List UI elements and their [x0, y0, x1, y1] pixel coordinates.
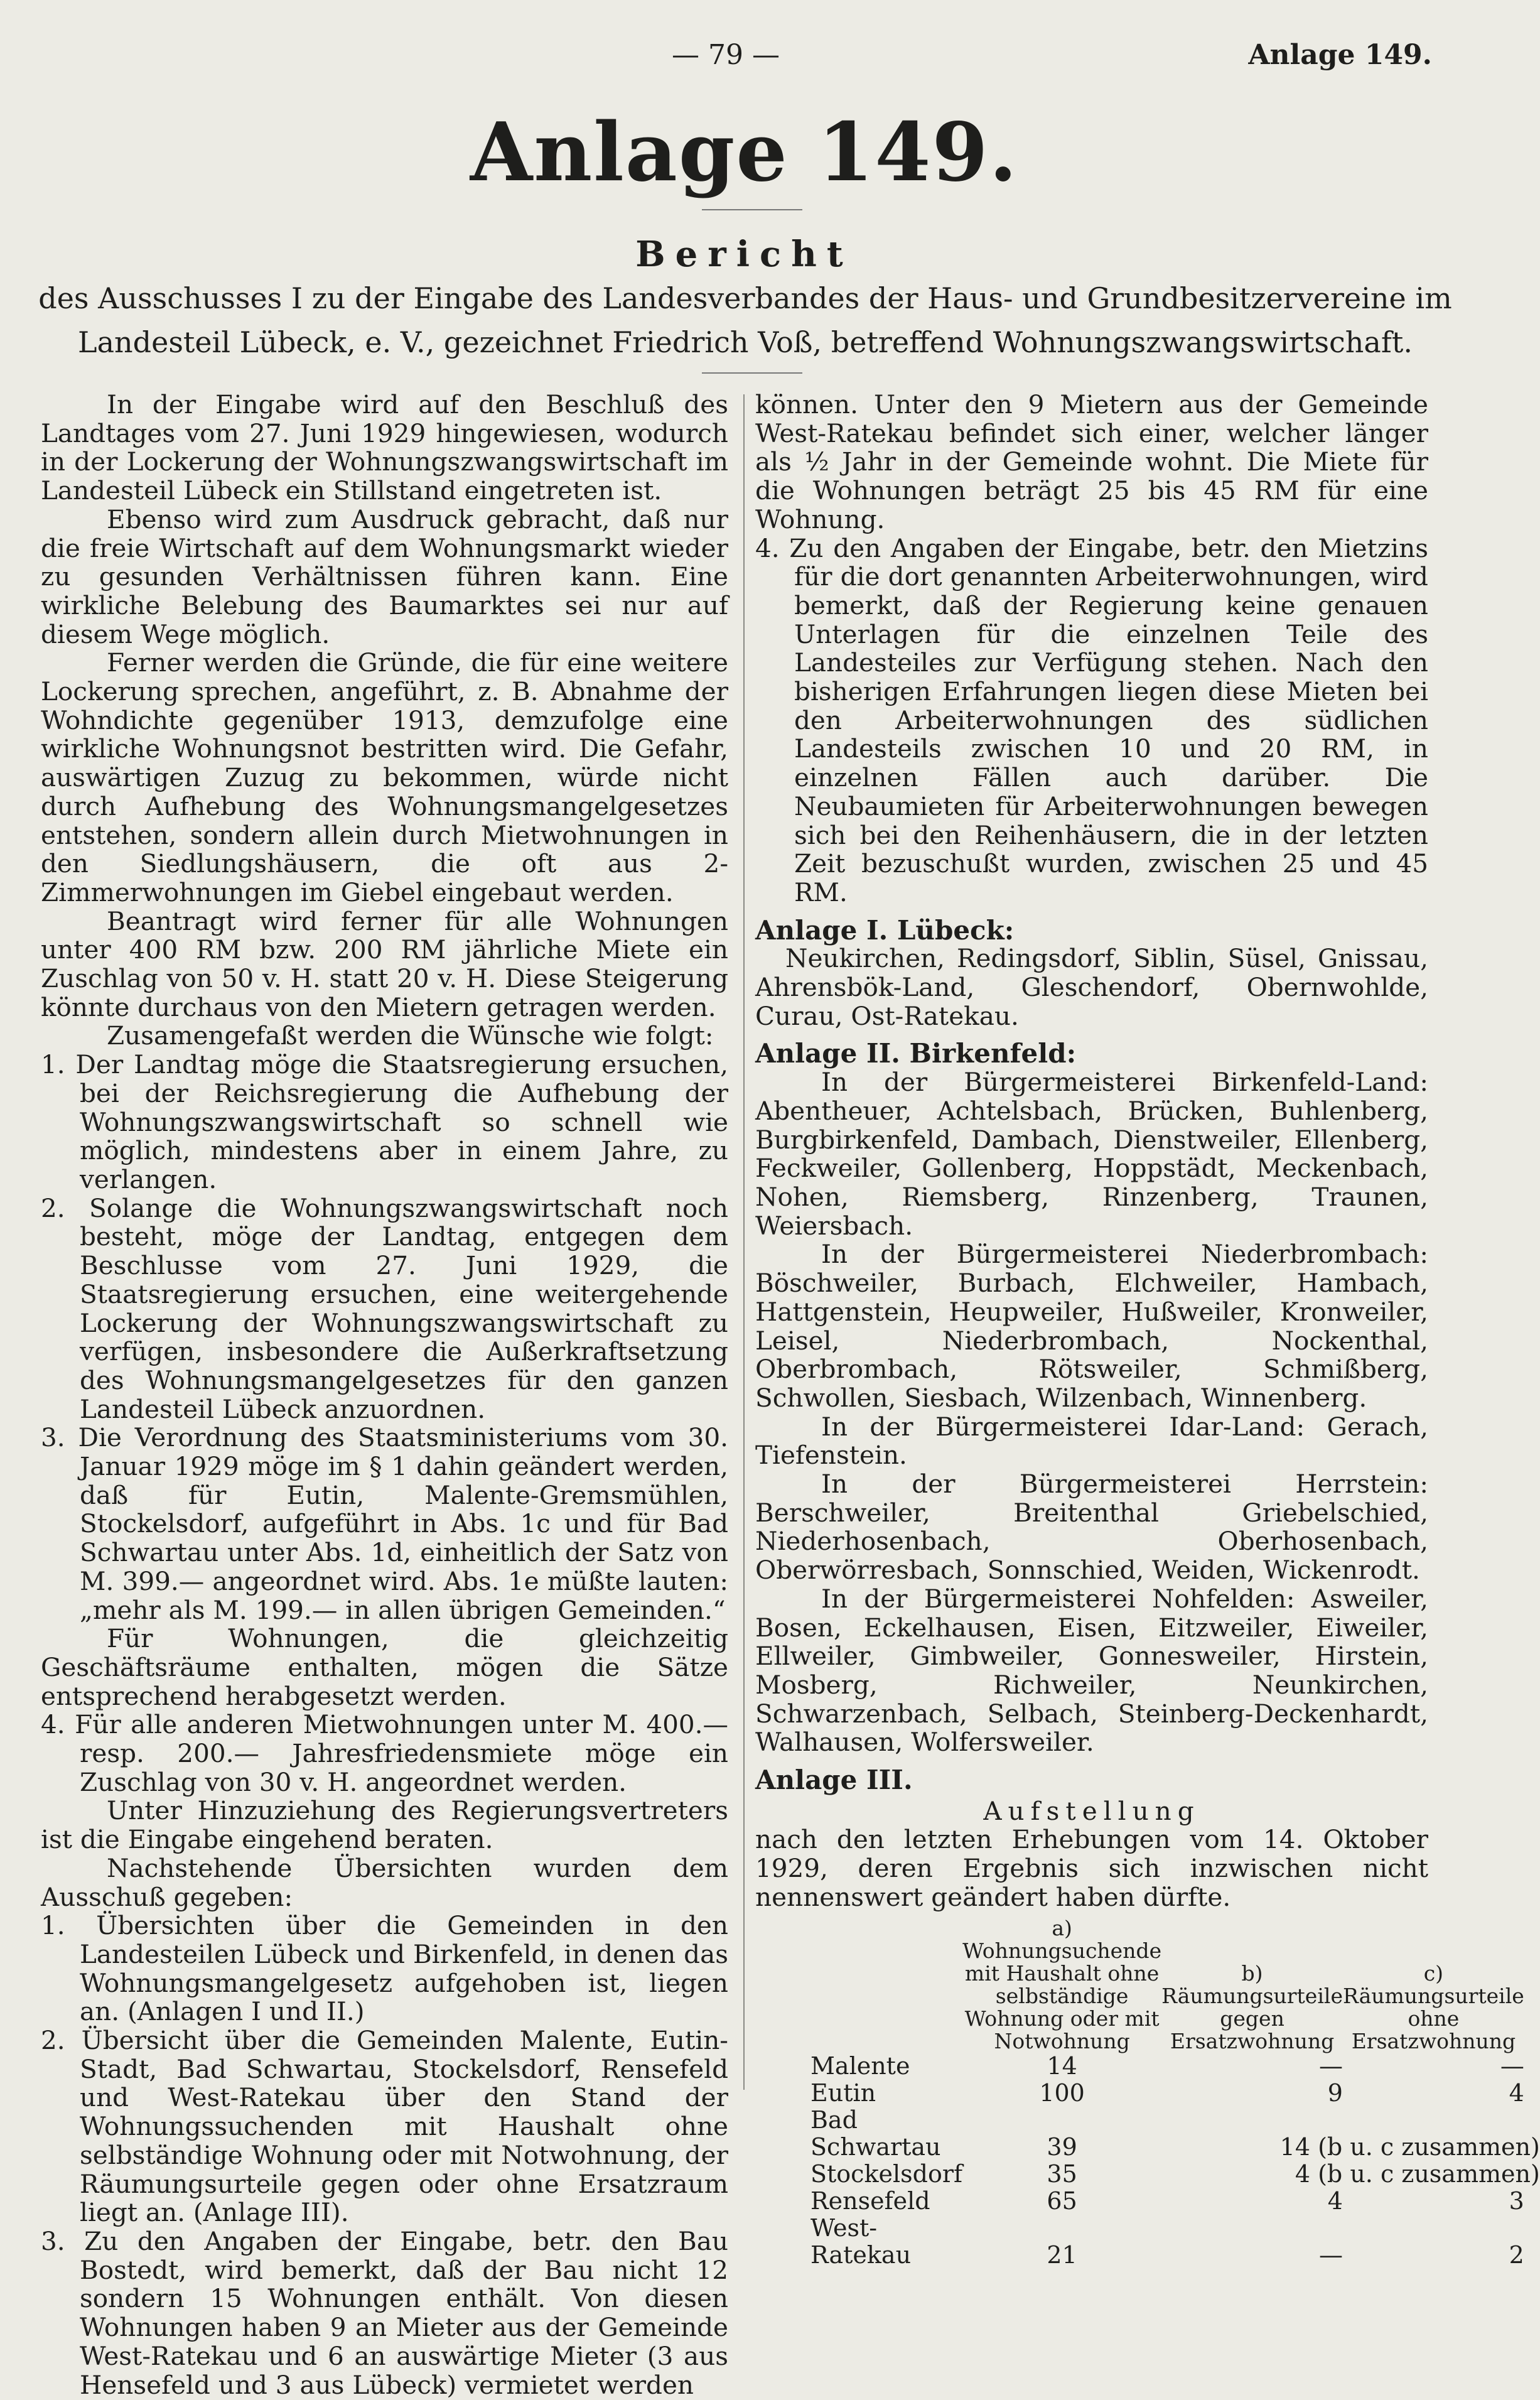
- paragraph: 1. Der Landtag möge die Staatsregierung ersuchen, bei der Reichsregierung die Aufhebung der Wohnungszwangswirtschaft so schnell wie möglich, mindestens aber in einem Jahre, zu verlangen.: [41, 1049, 728, 1194]
- table-cell: 2: [1509, 2241, 1524, 2269]
- document-title: Anlage 149.: [470, 105, 1019, 200]
- table-header-cell: b) Räumungsurteile gegen Ersatzwohnung: [1161, 1960, 1343, 2053]
- table-header-cell: [755, 1917, 962, 2053]
- table-header-cell: c) Räumungsurteile ohne Ersatzwohnung: [1342, 1960, 1524, 2053]
- table-cell: 65: [1047, 2186, 1077, 2215]
- paragraph: Ebenso wird zum Ausdruck gebracht, daß nur die freie Wirtschaft auf dem Wohnungsmarkt wieder zu gesunden Verhältnissen führen kann. Eine wirkliche Belebung des Baumarktes sei nur auf diesem Wege möglich.: [41, 504, 728, 649]
- paragraph: Beantragt wird ferner für alle Wohnungen unter 400 RM bzw. 200 RM jährliche Miete ein Zuschlag von 50 v. H. statt 20 v. H. Diese Steigerung könnte durchaus von den Mietern getragen werden.: [41, 905, 728, 1022]
- paragraph: 2. Solange die Wohnungszwangswirtschaft noch besteht, möge der Landtag, entgegen dem Beschlusse vom 27. Juni 1929, die Staatsregierung ersuchen, eine weitergehende Lockerung der Wohnungszwangswirtschaft zu verfügen, insbesondere die Außerkraftsetzung des Wohnungsmangelgesetzes für den ganzen Landesteil Lübeck anzuordnen.: [41, 1192, 728, 1424]
- paragraph: können. Unter den 9 Mietern aus der Gemeinde West-Ratekau befindet sich einer, welcher länger als ½ Jahr in der Gemeinde wohnt. Die Miete für die Wohnungen beträgt 25 bis 45 RM für eine Wohnung.: [755, 389, 1428, 534]
- table-cell: 4: [1327, 2186, 1343, 2215]
- table-cell: 21: [1047, 2241, 1077, 2269]
- row-label: Malente: [810, 2051, 910, 2080]
- table-cell: —: [1318, 2241, 1343, 2269]
- paragraph: 1. Übersichten über die Gemeinden in den Landesteilen Lübeck und Birkenfeld, in denen das Wohnungsmangelgesetz aufgehoben ist, liegen an. (Anlagen I und II.): [41, 1910, 728, 2027]
- left-column: [41, 391, 728, 2399]
- paragraph: Zusamengefaßt werden die Wünsche wie folgt:: [107, 1020, 714, 1051]
- paragraph: nach den letzten Erhebungen vom 14. Oktober 1929, deren Ergebnis sich inzwischen nicht nennenswert geändert haben dürfte.: [755, 1824, 1428, 1912]
- report-subtitle: des Ausschusses I zu der Eingabe des Landesverbandes der Haus- und Grundbesitzervereine im Landesteil Lübeck, e. V., gezeichnet Friedrich Voß, betreffend Wohnungszwangswirtschaft.: [38, 281, 1452, 359]
- table-row: [755, 2080, 1540, 2107]
- table-cell: 39: [1047, 2132, 1077, 2161]
- table-header-row: [755, 1917, 1540, 2053]
- paragraph: Neukirchen, Redingsdorf, Siblin, Süsel, Gnissau, Ahrensbök-Land, Gleschendorf, Obernwohlde, Curau, Ost-Ratekau.: [755, 943, 1428, 1031]
- paragraph: In der Bürgermeisterei Herrstein: Berschweiler, Breitenthal Griebelschied, Niederhosenbach, Oberhosenbach, Oberwörresbach, Sonnschied, Weiden, Wickenrodt.: [755, 1469, 1428, 1586]
- subtitle-divider: [702, 372, 802, 374]
- paragraph: 4. Für alle anderen Mietwohnungen unter M. 400.— resp. 200.— Jahresfriedensmiete möge ein Zuschlag von 30 v. H. angeordnet werden.: [41, 1709, 728, 1797]
- paragraph: 2. Übersicht über die Gemeinden Malente, Eutin-Stadt, Bad Schwartau, Stockelsdorf, Rensefeld und West-Ratekau über den Stand der Wohnungssuchenden mit Haushalt ohne selbständige Wohnung oder mit Notwohnung, der Räumungsurteile gegen oder ohne Ersatzraum liegt an. (Anlage III).: [41, 2025, 728, 2228]
- paragraph: In der Bürgermeisterei Niederbrombach: Böschweiler, Burbach, Elchweiler, Hambach, Hattgenstein, Heupweiler, Hußweiler, Kronweiler, Leisel, Niederbrombach, Nockenthal, Oberbrombach, Rötsweiler, Schmißberg, Schwollen, Siesbach, Wilzenbach, Winnenberg.: [755, 1239, 1428, 1413]
- paragraph: In der Eingabe wird auf den Beschluß des Landtages vom 27. Juni 1929 hingewiesen, wodurch in der Lockerung der Wohnungszwangswirtschaft im Landesteil Lübeck ein Stillstand eingetreten ist.: [41, 389, 728, 506]
- table-cell: 4: [1509, 2078, 1524, 2107]
- table-cell: 14: [1047, 2051, 1077, 2080]
- section-heading: Anlage I. Lübeck:: [755, 914, 1015, 946]
- aufstellung-table: [755, 1917, 1540, 2269]
- row-label: Stockelsdorf: [810, 2159, 963, 2188]
- row-label: West-Ratekau: [810, 2214, 912, 2269]
- table-cell: —: [1318, 2051, 1343, 2080]
- paragraph: In der Bürgermeisterei Birkenfeld-Land: Abentheuer, Achtelsbach, Brücken, Buhlenberg, Burgbirkenfeld, Dambach, Dienstweiler, Ellenberg, Feckweiler, Gollenberg, Hoppstädt, Meckenbach, Nohen, Riemsberg, Rinzenberg, Traunen, Weiersbach.: [755, 1067, 1428, 1241]
- table-cell: 9: [1327, 2078, 1343, 2107]
- title-divider: [702, 209, 802, 210]
- paragraph: In der Bürgermeisterei Nohfelden: Asweiler, Bosen, Eckelhausen, Eisen, Eitzweiler, Eiweiler, Ellweiler, Gimbweiler, Gonnesweiler, Hirstein, Mosberg, Richweiler, Neunkirchen, Schwarzenbach, Selbach, Steinberg-Deckenhardt, Walhausen, Wolfersweiler.: [755, 1583, 1428, 1758]
- table-cell: 3: [1509, 2186, 1524, 2215]
- table-cell: 35: [1047, 2159, 1077, 2188]
- paragraph: 3. Die Verordnung des Staatsministeriums vom 30. Januar 1929 möge im § 1 dahin geändert werden, daß für Eutin, Malente-Gremsmühlen, Stockelsdorf, aufgeführt in Abs. 1c und für Bad Schwartau unter Abs. 1d, einheitlich der Satz von M. 399.— angeordnet wird. Abs. 1e müßte lauten: „mehr als M. 199.— in allen übrigen Gemeinden.“: [41, 1422, 728, 1625]
- column-divider: [743, 394, 745, 2090]
- section-heading: Anlage II. Birkenfeld:: [755, 1038, 1077, 1069]
- table-row: [755, 2161, 1540, 2188]
- row-label: Bad Schwartau: [810, 2105, 941, 2161]
- paragraph: Aufstellung: [983, 1795, 1200, 1826]
- paragraph: Nachstehende Übersichten wurden dem Ausschuß gegeben:: [41, 1852, 728, 1912]
- paragraph: 4. Zu den Angaben der Eingabe, betr. den Mietzins für die dort genannten Arbeiterwohnungen, wird bemerkt, daß der Regierung keine genauen Unterlagen für die einzelnen Teile des Landesteiles zur Verfügung stehen. Nach den bisherigen Erfahrungen liegen diese Mieten bei den Arbeiterwohnungen des südlichen Landesteils zwischen 10 und 20 RM, in einzelnen Fällen auch darüber. Die Neubaumieten für Arbeiterwohnungen bewegen sich bei den Reihenhäusern, die in der letzten Zeit bezuschußt wurden, zwischen 25 und 45 RM.: [755, 532, 1428, 907]
- table-cell: —: [1500, 2051, 1524, 2080]
- report-heading: Bericht: [635, 234, 853, 275]
- paragraph: 3. Zu den Angaben der Eingabe, betr. den Bau Bostedt, wird bemerkt, daß der Bau nicht 12 sondern 15 Wohnungen enthält. Von diesen Wohnungen haben 9 an Mieter aus der Gemeinde West-Ratekau und 6 an auswärtige Mieter (3 aus Hensefeld und 3 aus Lübeck) vermietet werden: [41, 2226, 728, 2400]
- section-heading: Anlage III.: [755, 1765, 913, 1796]
- table-row: [755, 2215, 1540, 2269]
- table-header-cell: a) Wohnungsuchende mit Haushalt ohne selbständige Wohnung oder mit Notwohnung: [962, 1915, 1162, 2053]
- page-number: — 79 —: [672, 39, 780, 71]
- row-label: Rensefeld: [810, 2186, 930, 2215]
- right-column: [755, 389, 1540, 2269]
- table-cell: 4 (b u. c zusammen): [1295, 2159, 1540, 2188]
- page-header: [0, 39, 1489, 77]
- table-row: [755, 2188, 1540, 2215]
- table-row: [755, 2053, 1540, 2080]
- table-cell: 14 (b u. c zusammen): [1279, 2132, 1540, 2161]
- paragraph: Ferner werden die Gründe, die für eine weitere Lockerung sprechen, angeführt, z. B. Abnahme der Wohndichte gegenüber 1913, demzufolge eine wirkliche Wohnungsnot bestritten wird. Die Gefahr, auswärtigen Zuzug zu bekommen, würde nicht durch Aufhebung des Wohnungsmangelgesetzes entstehen, sondern allein durch Mietwohnungen in den Siedlungshäusern, die oft aus 2-Zimmerwohnungen im Giebel eingebaut werden.: [41, 647, 728, 907]
- paragraph: In der Bürgermeisterei Idar-Land: Gerach, Tiefenstein.: [755, 1411, 1428, 1471]
- paragraph: Unter Hinzuziehung des Regierungsvertreters ist die Eingabe eingehend beraten.: [41, 1795, 728, 1855]
- right-column-text: [755, 391, 1428, 1912]
- running-head: Anlage 149.: [1248, 39, 1432, 71]
- row-label: Eutin: [810, 2078, 876, 2107]
- table-cell: 100: [1039, 2078, 1085, 2107]
- table-row: [755, 2107, 1540, 2161]
- paragraph: Für Wohnungen, die gleichzeitig Geschäftsräume enthalten, mögen die Sätze entsprechend herabgesetzt werden.: [41, 1623, 728, 1711]
